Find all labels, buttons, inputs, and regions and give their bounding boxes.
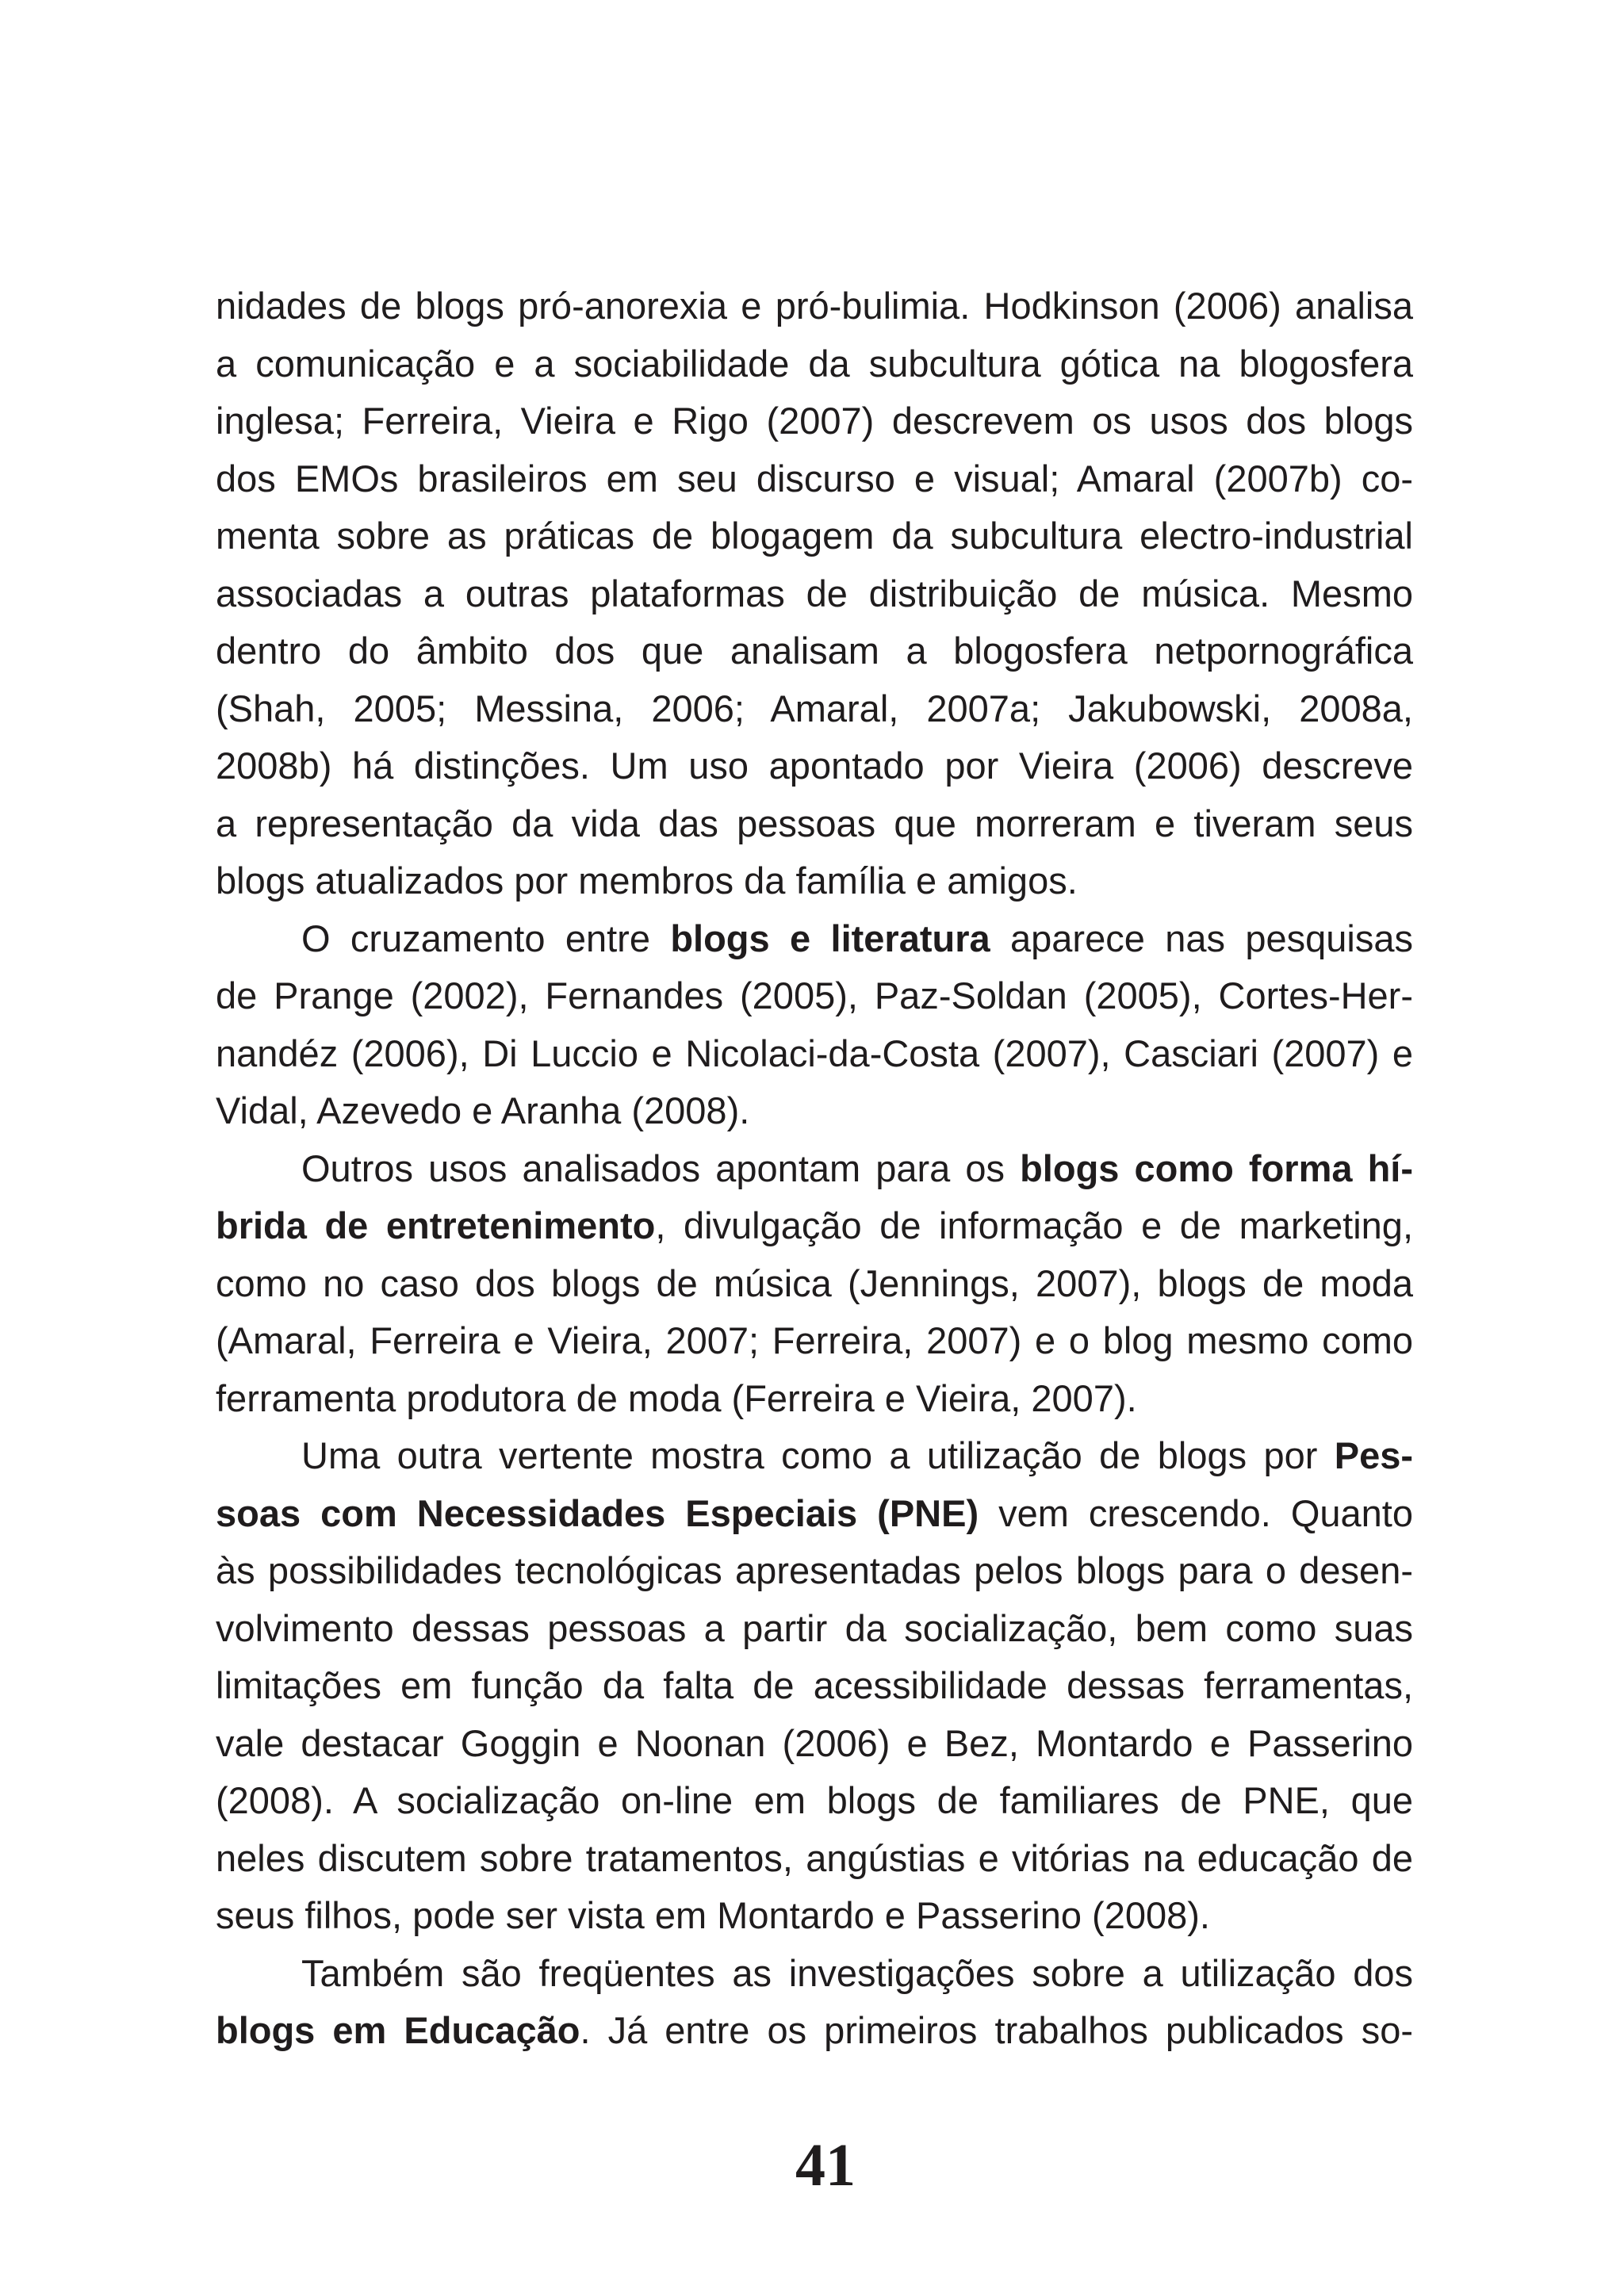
text-line: (Amaral, Ferreira e Vieira, 2007; Ferreira, 2007) e o blog mesmo como [216,1319,1413,1361]
text-line: blogs atualizados por membros da família e amigos. [216,859,1078,902]
text-line: Também são freqüentes as investigações sobre a utilização dos [301,1951,1413,1994]
text-line: de Prange (2002), Fernandes (2005), Paz-Soldan (2005), Cortes-Her- [216,974,1413,1016]
line-text: O cruzamento entre [301,917,671,959]
text-line: inglesa; Ferreira, Vieira e Rigo (2007) descrevem os usos dos blogs [216,400,1413,442]
text-line: vale destacar Goggin e Noonan (2006) e Bez, Montardo e Passerino [216,1721,1413,1764]
body-text [216,278,1413,2060]
bold-term: Pes- [1334,1434,1413,1476]
text-line [216,1427,1413,1485]
text-line [216,910,1413,968]
line-text: Outros usos analisados apontam para os [301,1147,1021,1189]
text-line: neles discutem sobre tratamentos, angústias e vitórias na educação de [216,1836,1413,1879]
text-line: às possibilidades tecnológicas apresentadas pelos blogs para o desen- [216,1549,1413,1591]
text-line: 2008b) há distinções. Um uso apontado por Vieira (2006) descreve [216,745,1413,787]
text-line: seus filhos, pode ser vista em Montardo e Passerino (2008). [216,1894,1210,1936]
text-line: limitações em função da falta de acessibilidade dessas ferramentas, [216,1664,1413,1706]
text-line: dentro do âmbito dos que analisam a blogosfera netpornográfica [216,630,1413,672]
text-line: associadas a outras plataformas de distribuição de música. Mesmo [216,572,1413,614]
text-line: ferramenta produtora de moda (Ferreira e Vieira, 2007). [216,1376,1137,1419]
text-line: menta sobre as práticas de blogagem da subcultura electro-industrial [216,515,1413,557]
line-text: , divulgação de informação e de marketing, [655,1204,1413,1246]
bold-term: blogs como forma hí- [1020,1147,1413,1189]
text-line [216,1140,1413,1198]
text-line: (Shah, 2005; Messina, 2006; Amaral, 2007a; Jakubowski, 2008a, [216,687,1413,729]
paragraph [216,1140,1413,1428]
text-line [216,2002,1413,2060]
text-line [216,1485,1413,1543]
paragraph [216,278,1413,910]
text-line: volvimento dessas pessoas a partir da socialização, bem como suas [216,1606,1413,1649]
text-line: a representação da vida das pessoas que morreram e tiveram seus [216,802,1413,844]
line-text: Uma outra vertente mostra como a utilização de blogs por [301,1434,1335,1476]
paragraph [216,910,1413,1140]
page-number: 41 [795,2132,856,2199]
bold-term: blogs em Educação [216,2009,580,2051]
text-line: Vidal, Azevedo e Aranha (2008). [216,1089,750,1131]
paragraph [216,1427,1413,1945]
paragraph [216,1945,1413,2060]
text-line: nidades de blogs pró-anorexia e pró-bulimia. Hodkinson (2006) analisa [216,285,1413,327]
text-line: a comunicação e a sociabilidade da subcultura gótica na blogosfera [216,342,1413,385]
text-line: nandéz (2006), Di Luccio e Nicolaci-da-Costa (2007), Casciari (2007) e [216,1032,1413,1074]
line-text: . Já entre os primeiros trabalhos publicados so- [580,2009,1414,2051]
bold-term: soas com Necessidades Especiais (PNE) [216,1491,979,1534]
text-line: como no caso dos blogs de música (Jennings, 2007), blogs de moda [216,1261,1413,1304]
text-line: dos EMOs brasileiros em seu discurso e visual; Amaral (2007b) co- [216,457,1413,500]
text-line: (2008). A socialização on-line em blogs de familiares de PNE, que [216,1779,1413,1821]
bold-term: blogs e literatura [670,917,990,959]
bold-term: brida de entretenimento [216,1204,656,1246]
line-text: vem crescendo. Quanto [979,1491,1414,1534]
line-text: aparece nas pesquisas [990,917,1414,959]
text-line [216,1197,1413,1255]
